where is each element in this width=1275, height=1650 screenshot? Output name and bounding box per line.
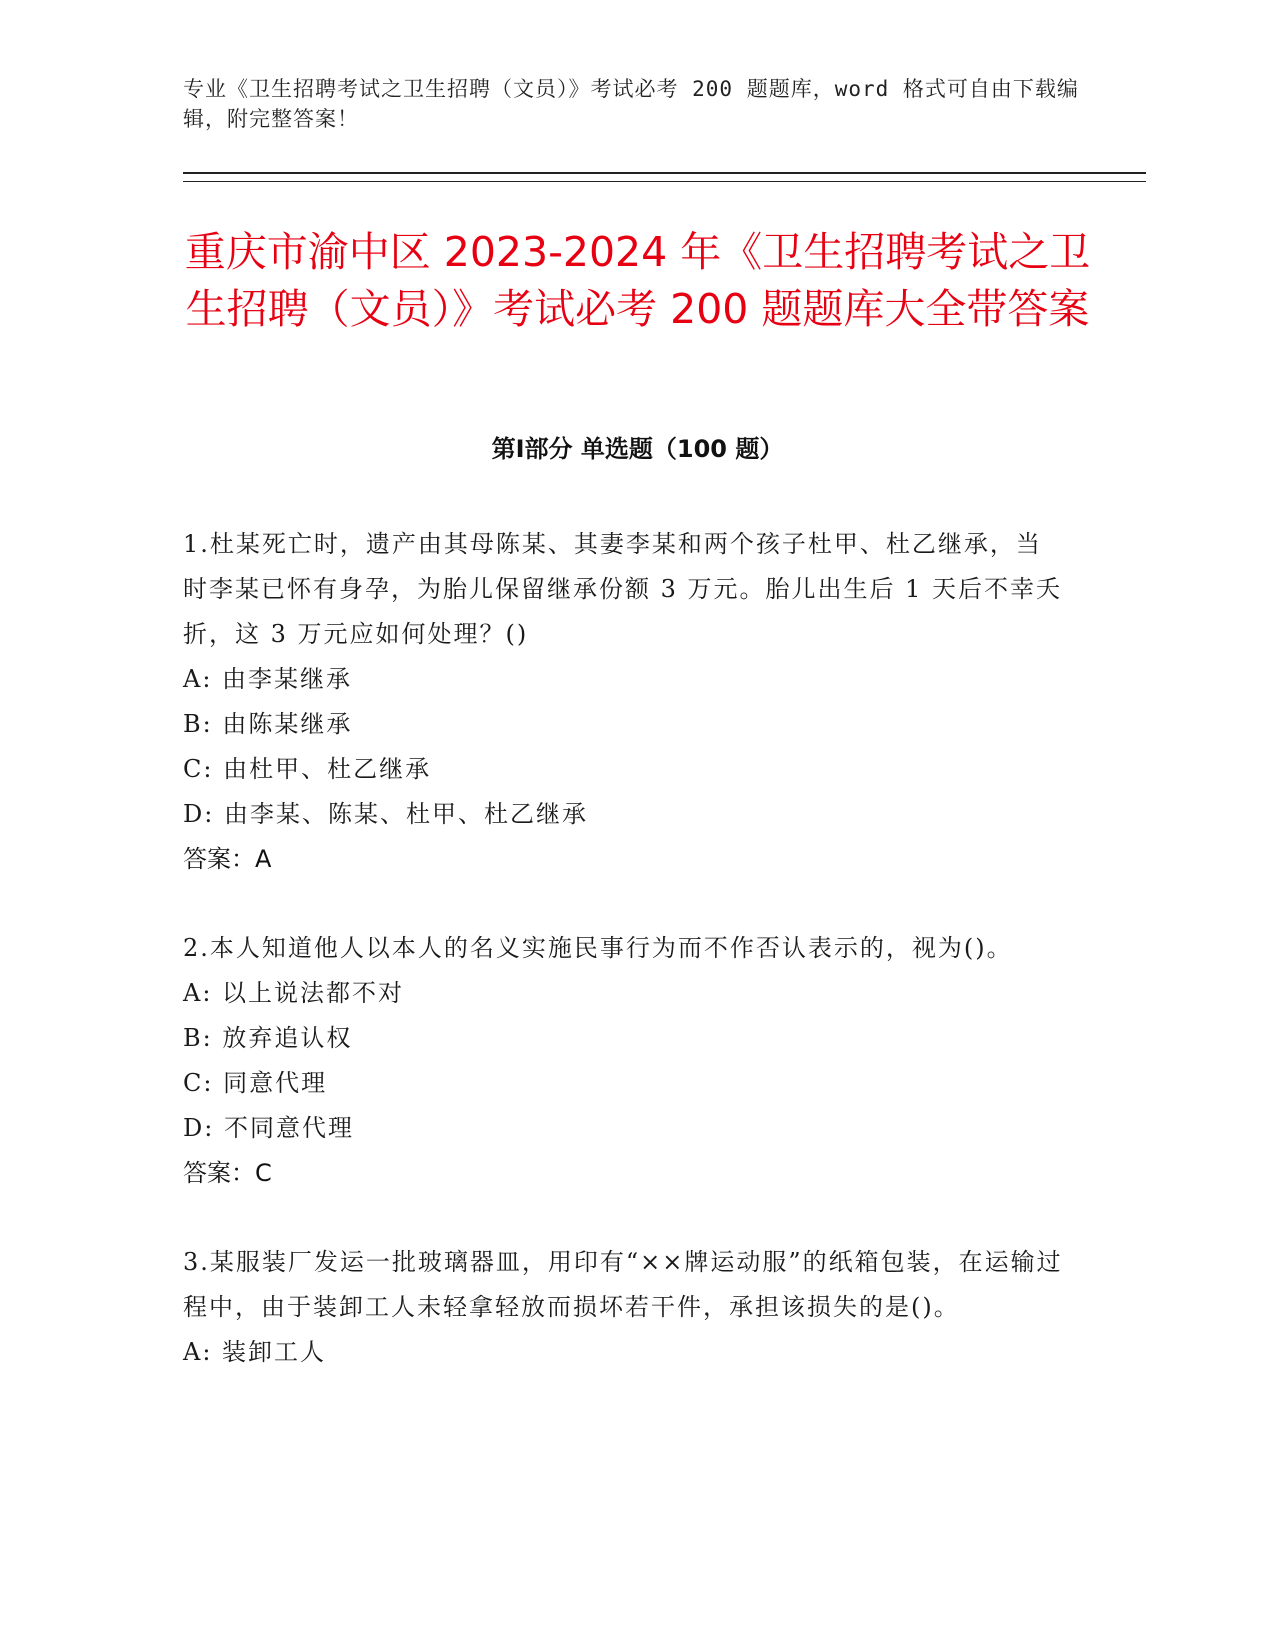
question-stem: 3.某服装厂发运一批玻璃器皿，用印有“××牌运动服”的纸箱包装，在运输过程中，由于装卸工人未轻拿轻放而损坏若干件，承担该损失的是()。 [183, 1248, 1063, 1321]
question-stem: 1.杜某死亡时，遗产由其母陈某、其妻李某和两个孩子杜甲、杜乙继承，当时李某已怀有身孕，为胎儿保留继承份额 3 万元。胎儿出生后 1 天后不幸夭折，这 3 万元应如何处理？() [183, 530, 1063, 648]
header-divider-thick [183, 172, 1146, 174]
question-1 [183, 522, 1063, 882]
option-c: C: 由杜甲、杜乙继承 [183, 755, 432, 783]
option-a: A: 装卸工人 [183, 1338, 327, 1366]
question-2 [183, 926, 1063, 1196]
document-title: 重庆市渝中区 2023-2024 年《卫生招聘考试之卫生招聘（文员）》考试必考 200 题题库大全带答案 [184, 228, 1091, 333]
option-a: A: 由李某继承 [183, 665, 353, 693]
question-list [183, 522, 1063, 1419]
answer: 答案：A [183, 845, 272, 873]
option-b: B: 放弃追认权 [183, 1024, 353, 1052]
header-divider-thin [183, 181, 1146, 182]
question-3 [183, 1240, 1063, 1375]
question-stem: 2.本人知道他人以本人的名义实施民事行为而不作否认表示的，视为()。 [183, 934, 1013, 962]
option-c: C: 同意代理 [183, 1069, 328, 1097]
option-a: A: 以上说法都不对 [183, 979, 405, 1007]
option-d: D: 由李某、陈某、杜甲、杜乙继承 [183, 800, 588, 828]
answer: 答案：C [183, 1159, 272, 1187]
section-heading: 第Ⅰ部分 单选题（100 题） [491, 435, 784, 463]
option-b: B: 由陈某继承 [183, 710, 353, 738]
header-note: 专业《卫生招聘考试之卫生招聘（文员）》考试必考 200 题题库，word 格式可自由下载编辑，附完整答案！ [183, 77, 1079, 131]
option-d: D: 不同意代理 [183, 1114, 354, 1142]
